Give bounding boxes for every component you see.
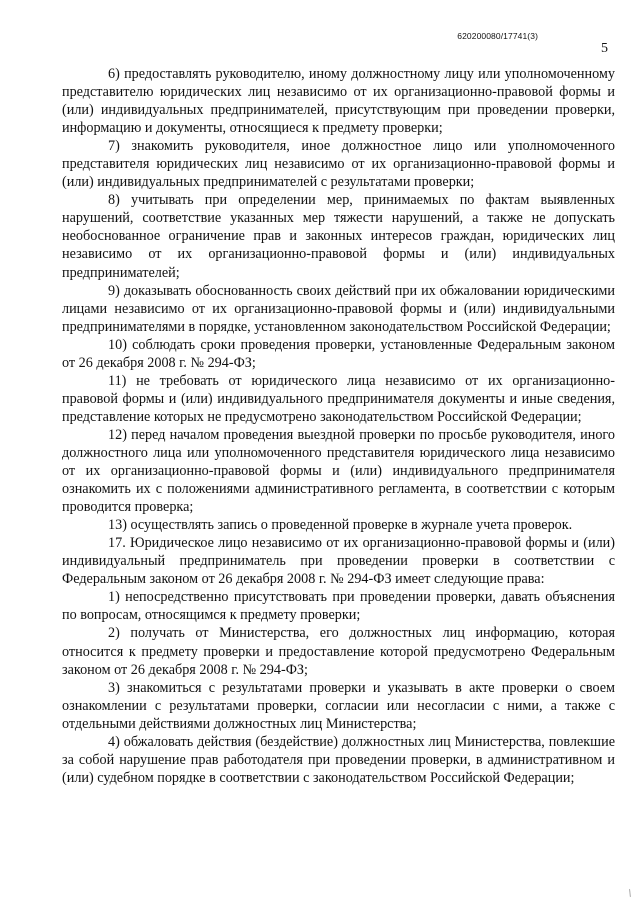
scan-mark: ⁄ [627,889,635,899]
paragraph-right-1: 1) непосредственно присутствовать при проведении проверки, давать объяснения по вопросам, относящимся к предмету проверки; [62,589,615,624]
paragraph-right-3: 3) знакомиться с результатами проверки и указывать в акте проверки о своем ознакомлении с результатами проверки, согласии или несогласии с ними, а также с отдельными действиями должностных лиц Министерства; [62,679,615,732]
paragraph-item-13: 13) осуществлять запись о проведенной проверке в журнале учета проверок. [108,517,573,534]
paragraph-right-2: 2) получать от Министерства, его должностных лиц информацию, которая относится к предмету проверки и предоставление которой предусмотрено Федеральным законом от 26 декабря 2008 г. № 294-ФЗ; [62,625,615,678]
document-registration-code: 620200080/17741(3) [457,31,538,41]
document-body [62,65,615,787]
paragraph-section-17: 17. Юридическое лицо независимо от их организационно-правовой формы и (или) индивидуальный предприниматель при проведении проверки в соответствии с Федеральным законом от 26 декабря 2008 г. № 294-ФЗ имеет следующие права: [62,535,615,588]
paragraph-item-6: 6) предоставлять руководителю, иному должностному лицу или уполномоченному представителю юридических лиц независимо от их организационно-правовой формы и (или) индивидуальных предпринимателей, присутствующим при проведении проверки, информацию и документы, относящиеся к предмету проверки; [62,66,615,137]
paragraph-item-12: 12) перед началом проведения выездной проверки по просьбе руководителя, иного должностного лица или уполномоченного представителя юридического лица независимо от их организационно-правовой формы и (или) индивидуального предпринимателя ознакомить их с положениями административного регламента, в соответствии с которым проводится проверка; [62,426,615,516]
paragraph-item-11: 11) не требовать от юридического лица независимо от их организационно-правовой формы и (или) индивидуального предпринимателя документы и иные сведения, представление которых не предусмотрено законодательством Российской Федерации; [62,372,615,425]
paragraph-item-7: 7) знакомить руководителя, иное должностное лицо или уполномоченного представителя юридических лиц независимо от их организационно-правовой формы и (или) индивидуальных предпринимателей с результатами проверки; [62,138,615,191]
paragraph-right-4: 4) обжаловать действия (бездействие) должностных лиц Министерства, повлекшие за собой нарушение прав работодателя при проведении проверки, в административном и (или) судебном порядке в соответствии с законодательством Российской Федерации; [62,733,615,786]
page-number: 5 [601,41,608,56]
paragraph-item-10: 10) соблюдать сроки проведения проверки, установленные Федеральным законом от 26 декабря 2008 г. № 294-ФЗ; [62,336,615,371]
paragraph-item-8: 8) учитывать при определении мер, принимаемых по фактам выявленных нарушений, соответствие указанных мер тяжести нарушений, а также не допускать необоснованное ограничение прав и законных интересов граждан, юридических лиц независимо от их организационно-правовой формы и (или) индивидуальных предпринимателей; [62,192,615,281]
paragraph-item-9: 9) доказывать обоснованность своих действий при их обжаловании юридическими лицами независимо от их организационно-правовой формы и (или) индивидуальными предпринимателями в порядке, установленном законодательством Российской Федерации; [62,282,615,335]
